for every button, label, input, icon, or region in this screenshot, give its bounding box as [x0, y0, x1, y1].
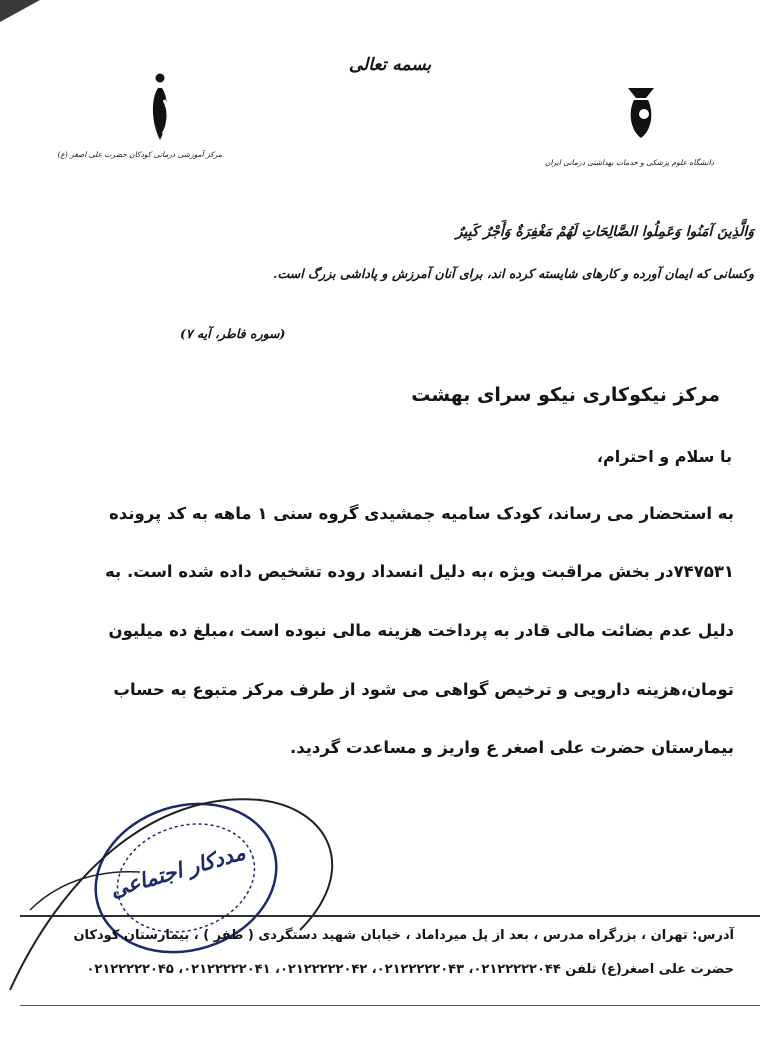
body-line: ۷۴۷۵۳۱در بخش مراقبت ویژه ،به دلیل انسداد روده تشخیص داده شده است. به [105, 562, 734, 581]
hospital-logo-caption: مرکز آموزشی درمانی کودکان حضرت علی اصغر (ع) [57, 150, 222, 159]
footer-address: آدرس: تهران ، بزرگراه مدرس ، بعد از پل میرداماد ، خیابان شهید دستگردی ( ظفر ) ، بیمارستان کودکان [73, 928, 734, 943]
stamp-label: مددکار اجتماعی [107, 839, 248, 902]
verse-translation: وکسانی که ایمان آورده و کارهای شایسته کرده اند، برای آنان آمرزش و پاداشی بزرگ است. [273, 266, 754, 281]
addressee: مرکز نیکوکاری نیکو سرای بهشت [411, 384, 720, 406]
scan-corner-shadow [0, 0, 60, 40]
bismillah-heading: بسمه تعالی [348, 55, 432, 75]
body-line: به استحضار می رساند، کودک سامیه جمشیدی گروه سنی ۱ ماهه به کد پرونده [109, 504, 734, 523]
university-logo-caption: دانشگاه علوم پزشکی و خدمات بهداشتی درمانی ایران [544, 158, 714, 167]
university-logo-icon [620, 82, 662, 142]
body-line: دلیل عدم بضائت مالی قادر به پرداخت هزینه مالی نبوده است ،مبلغ ده میلیون [108, 621, 734, 640]
footer-phone: حضرت علی اصغر(ع) تلفن ۰۲۱۲۲۲۲۲۰۴۴، ۰۲۱۲۲۲۲۲۰۴۳، ۰۲۱۲۲۲۲۲۰۴۲، ۰۲۱۲۲۲۲۲۰۴۱، ۰۲۱۲۲۲۲۲۰۴۵ [86, 962, 734, 977]
body-line: تومان،هزینه دارویی و ترخیص گواهی می شود از طرف مرکز متبوع به حساب [113, 680, 734, 699]
body-line: بیمارستان حضرت علی اصغر ع واریز و مساعدت گردید. [289, 738, 734, 757]
hospital-logo-icon [140, 70, 180, 145]
greeting: با سلام و احترام، [596, 447, 732, 466]
quran-verse: وَالَّذِینَ آمَنُوا وَعَمِلُوا الصَّالِحَاتِ لَهُمْ مَغْفِرَةٌ وَأَجْرٌ کَبِیرٌ [455, 224, 754, 240]
verse-reference: (سوره فاطر، آیه ۷) [180, 326, 286, 341]
